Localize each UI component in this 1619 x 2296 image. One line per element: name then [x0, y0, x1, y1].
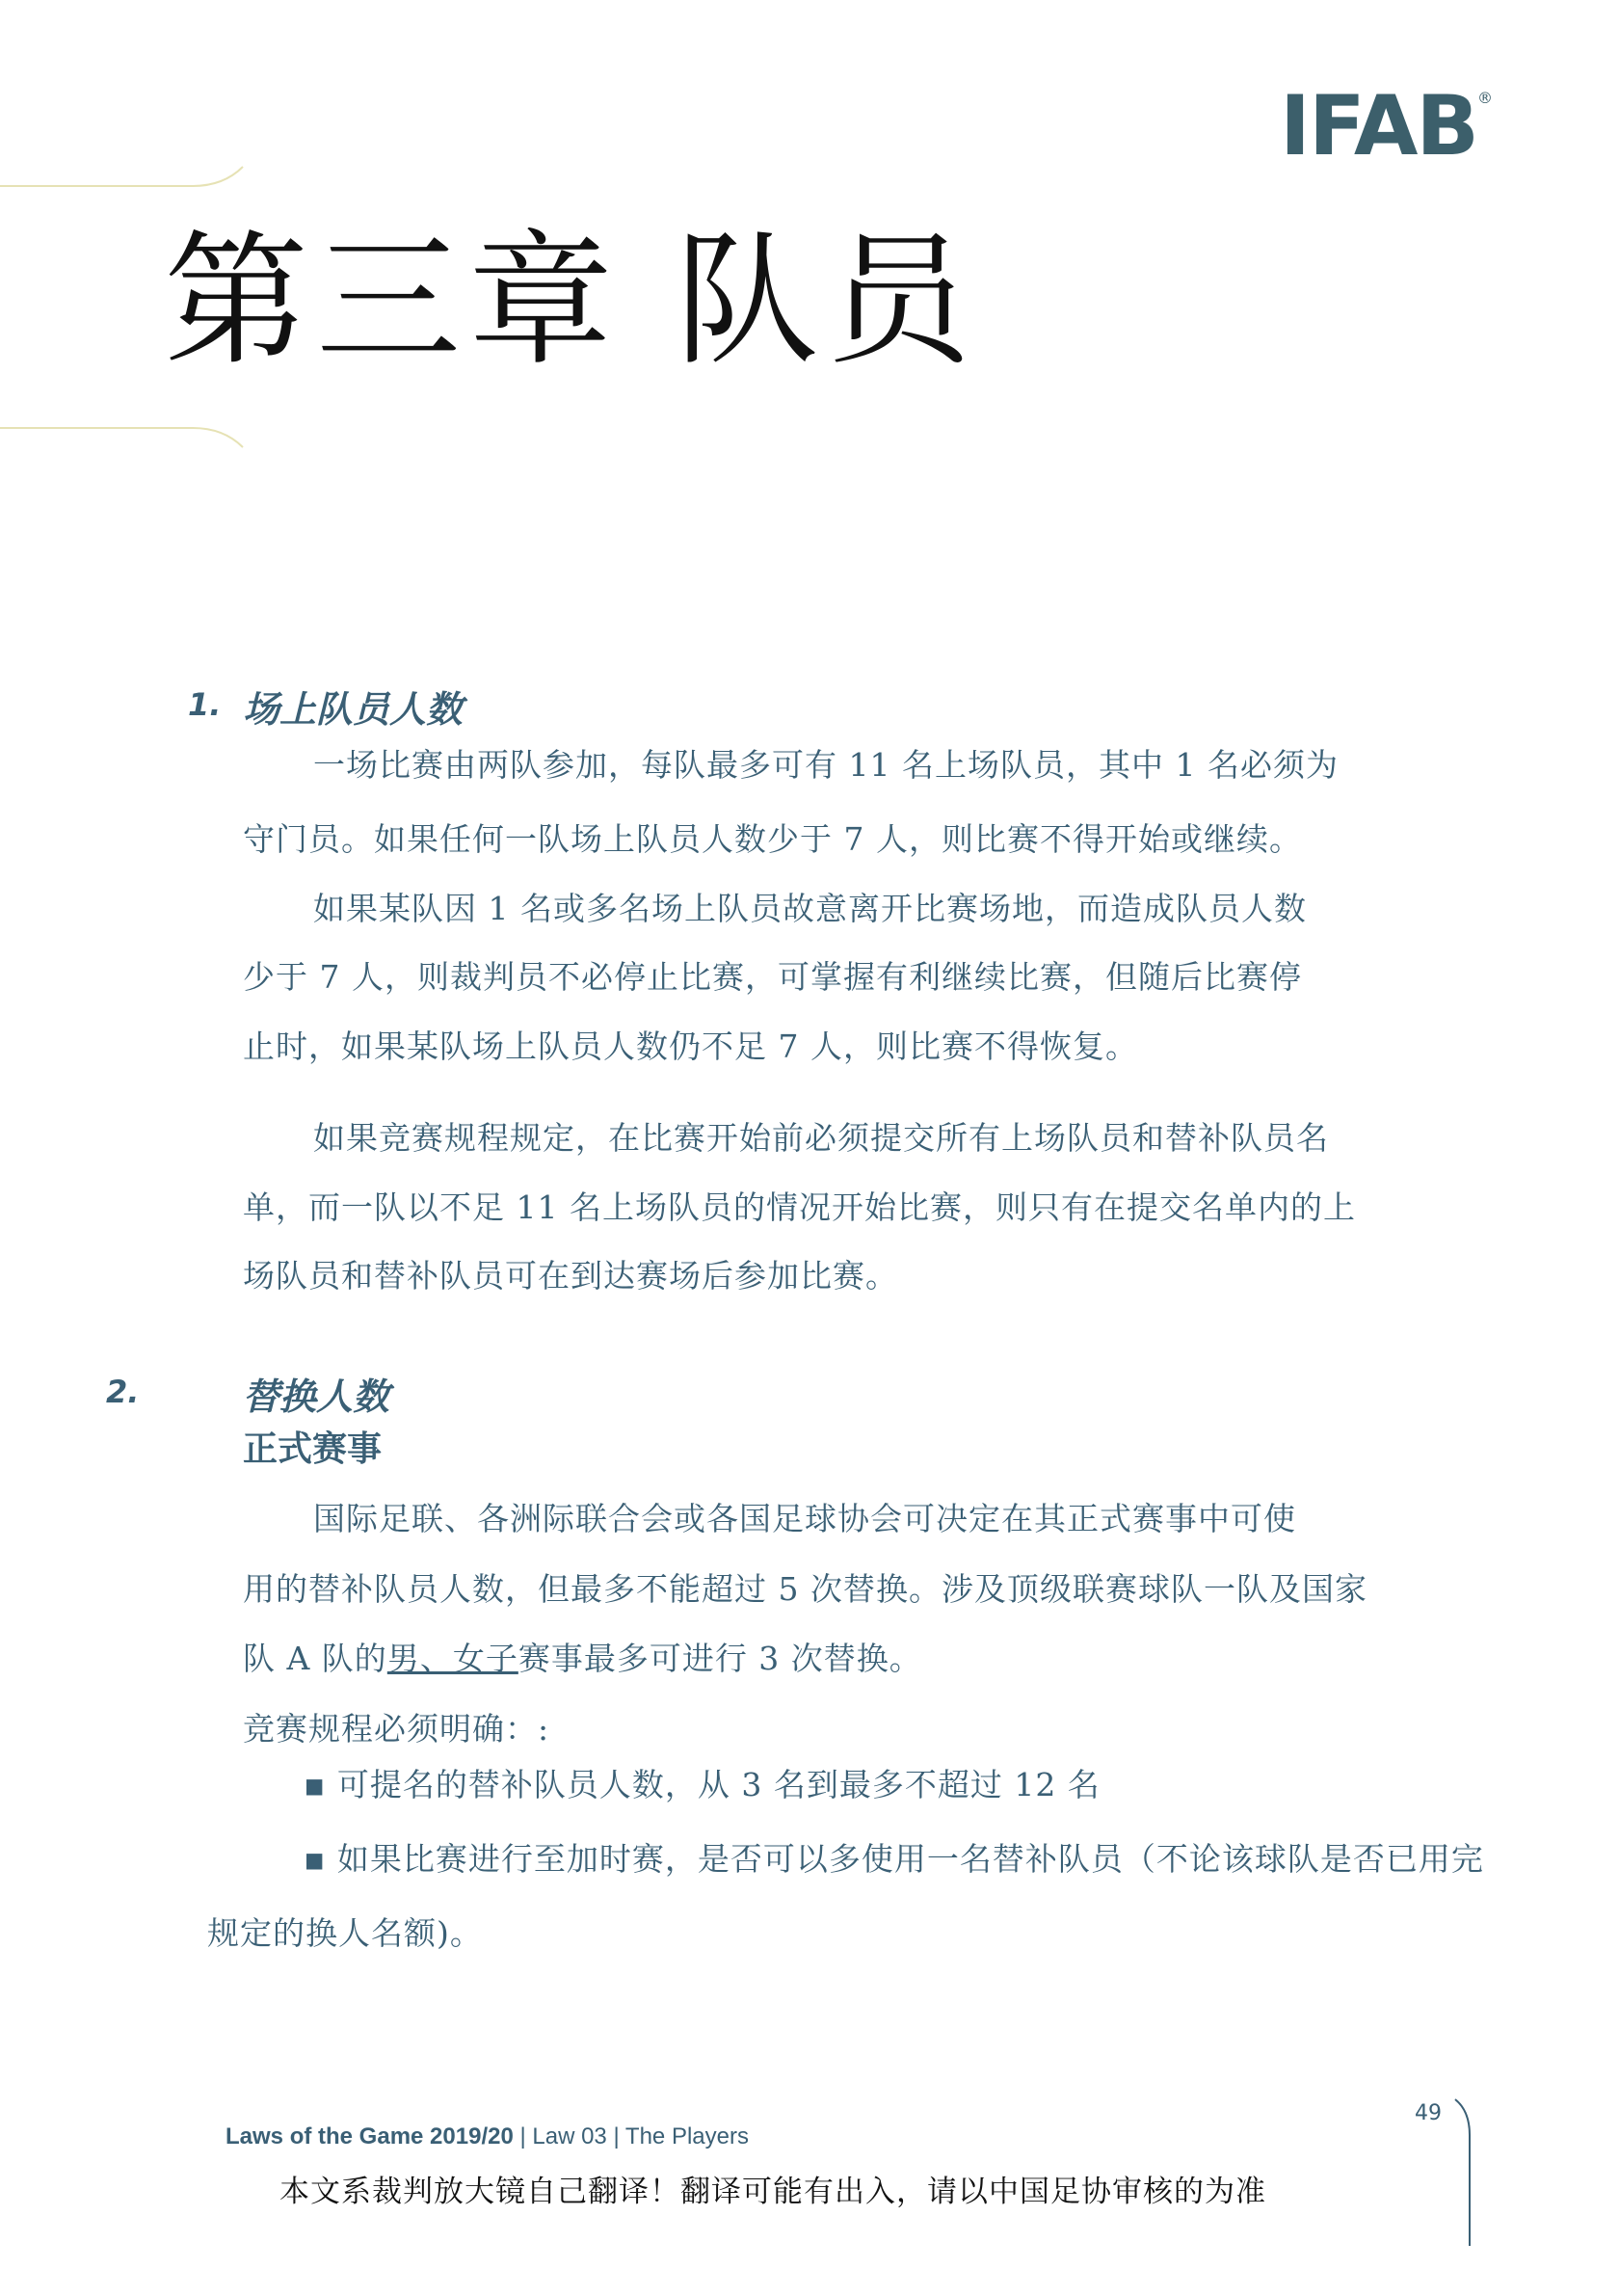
line-3-post: 赛事最多可进行 3 次替换。	[518, 1640, 922, 1677]
footer-separator: |	[519, 2123, 526, 2149]
rules-intro: 竞赛规程必须明确：:	[243, 1710, 550, 1748]
section-2-number: 2.	[106, 1374, 140, 1410]
registered-mark: ®	[1476, 89, 1491, 107]
section-2-title: 替换人数	[243, 1375, 390, 1418]
chapter-title: 第三章 队员	[164, 218, 979, 386]
section-2-line-3	[243, 1634, 922, 1679]
ifab-logo	[1280, 78, 1491, 174]
section-2-line: 用的替补队员人数，但最多不能超过 5 次替换。涉及顶级联赛球队一队及国家	[243, 1570, 1367, 1608]
section-1-line: 守门员。如果任何一队场上队员人数少于 7 人，则比赛不得开始或继续。	[243, 820, 1302, 858]
bullet-continuation: 规定的换人名额)。	[207, 1914, 483, 1952]
section-1-title: 场上队员人数	[243, 687, 464, 731]
footer-line	[226, 2123, 749, 2150]
line-3-pre: 队 A 队的	[243, 1640, 387, 1677]
footer-law-title: The Players	[624, 2123, 749, 2149]
section-1-line: 如果某队因 1 名或多名场上队员故意离开比赛场地，而造成队员人数	[313, 890, 1307, 927]
bullet-item: ▪ 可提名的替补队员人数，从 3 名到最多不超过 12 名	[304, 1766, 1101, 1803]
translation-note: 本文系裁判放大镜自己翻译！翻译可能有出入，请以中国足协审核的为准	[279, 2175, 1266, 2209]
line-3-underlined: 男、女子	[386, 1640, 518, 1677]
section-1-line: 少于 7 人，则裁判员不必停止比赛，可掌握有利继续比赛，但随后比赛停	[243, 958, 1302, 996]
footer-law: Law 03	[532, 2123, 607, 2149]
section-1-line: 单，而一队以不足 11 名上场队员的情况开始比赛，则只有在提交名单内的上	[243, 1188, 1356, 1226]
section-1-number: 1.	[188, 686, 222, 723]
section-1-line: 一场比赛由两队参加，每队最多可有 11 名上场队员，其中 1 名必须为	[313, 746, 1339, 784]
logo-text: IFAB	[1280, 78, 1477, 174]
section-2-subheading: 正式赛事	[243, 1428, 383, 1469]
section-1-line: 场队员和替补队员可在到达赛场后参加比赛。	[243, 1257, 898, 1295]
bullet-item: ▪ 如果比赛进行至加时赛，是否可以多使用一名替补队员（不论该球队是否已用完	[304, 1840, 1484, 1878]
section-2-line: 国际足联、各洲际联合会或各国足球协会可决定在其正式赛事中可使	[313, 1500, 1296, 1537]
section-1-line: 如果竞赛规程规定，在比赛开始前必须提交所有上场队员和替补队员名	[313, 1119, 1329, 1157]
footer-separator: |	[613, 2123, 620, 2149]
page-number: 49	[1415, 2101, 1442, 2125]
section-1-line: 止时，如果某队场上队员人数仍不足 7 人，则比赛不得恢复。	[243, 1028, 1138, 1065]
footer-book: Laws of the Game 2019/20	[226, 2123, 514, 2149]
